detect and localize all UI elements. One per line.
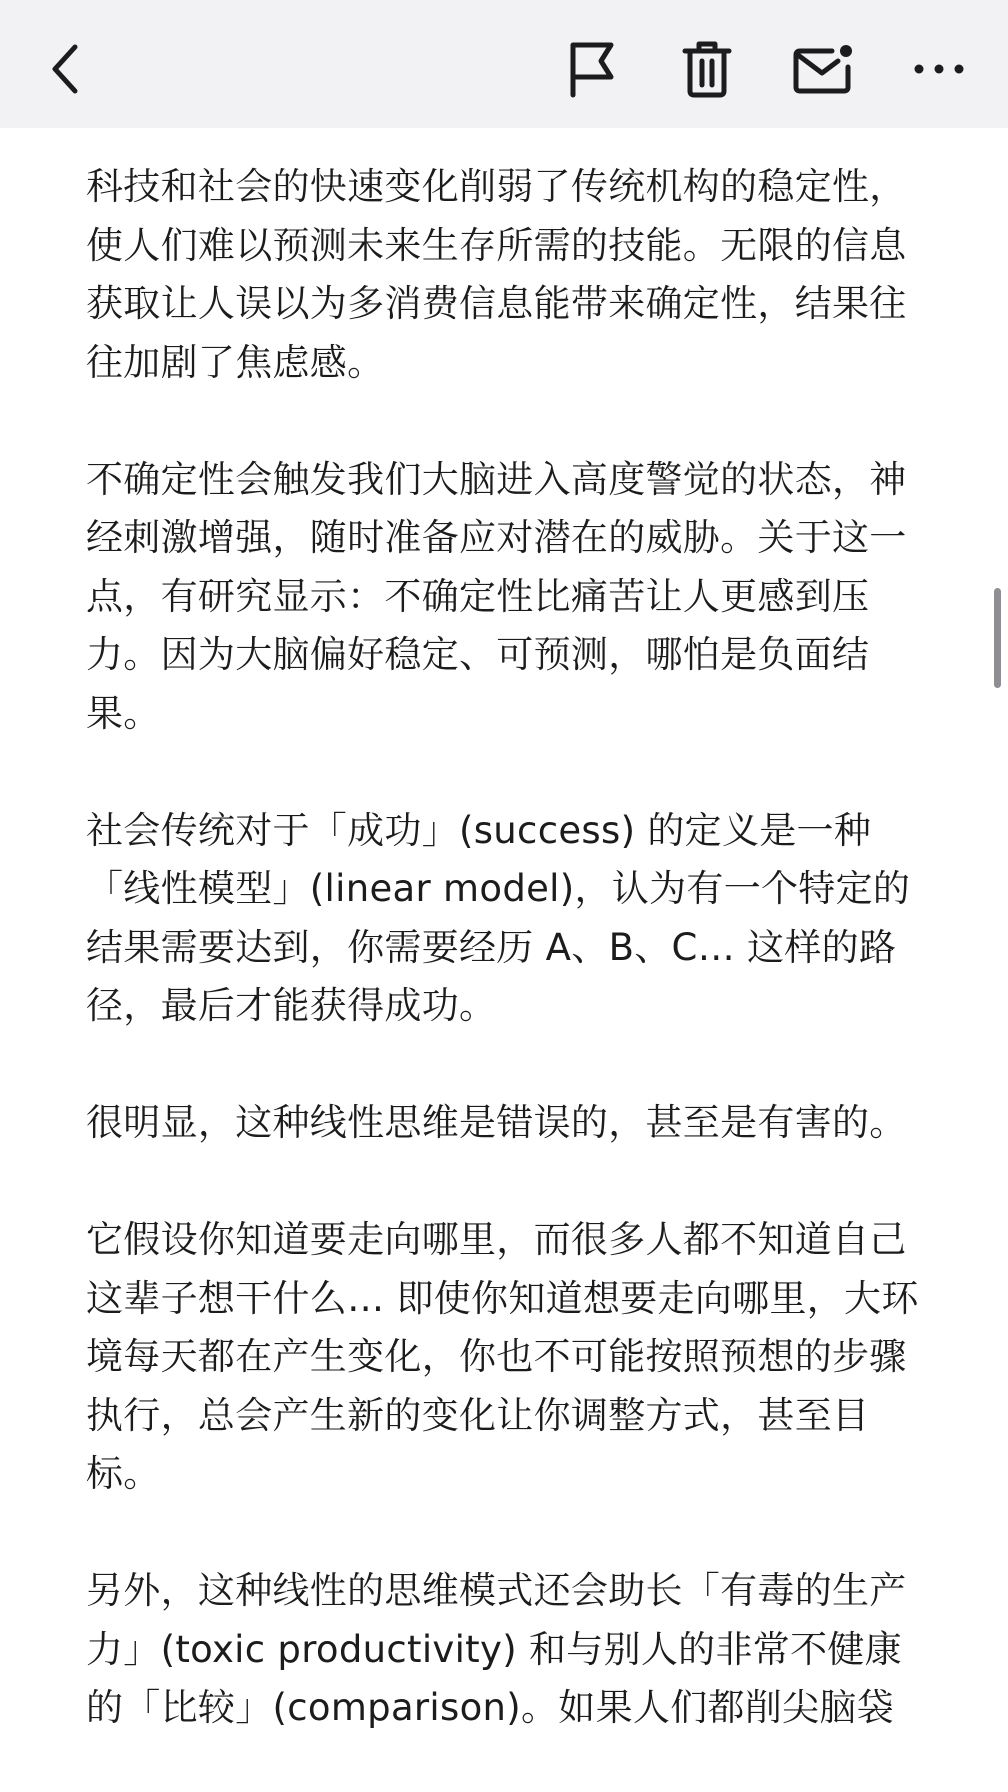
email-body [86,158,926,1792]
mark-unread-button[interactable] [788,34,858,104]
chevron-left-icon [45,39,85,99]
paragraph: 不确定性会触发我们大脑进入高度警觉的状态，神经刺激增强，随时准备应对潜在的威胁。关于这一点，有研究显示：不确定性比痛苦让人更感到压力。因为大脑偏好稳定、可预测，哪怕是负面结果。 [86,457,907,735]
top-toolbar [0,0,1008,128]
paragraph: 它假设你知道要走向哪里，而很多人都不知道自己这辈子想干什么… 即使你知道想要走向哪里，大环境每天都在产生变化，你也不可能按照预想的步骤执行，总会产生新的变化让你调整方式，甚至目标。 [86,1218,919,1495]
delete-button[interactable] [672,34,742,104]
trash-icon [681,39,733,99]
flag-icon [563,39,619,99]
paragraph: 社会传统对于「成功」(success) 的定义是一种「线性模型」(linear model)，认为有一个特定的结果需要达到，你需要经历 A、B、C… 这样的路径，最后才能获得成功。 [86,808,911,1027]
ellipsis-icon [911,59,967,79]
scroll-indicator[interactable] [994,588,1001,688]
more-button[interactable] [904,34,974,104]
paragraph: 另外，这种线性的思维模式还会助长「有毒的生产力」(toxic productivity) 和与别人的非常不健康的「比较」(comparison)。如果人们都削尖脑袋 [86,1569,907,1729]
paragraph: 科技和社会的快速变化削弱了传统机构的稳定性，使人们难以预测未来生存所需的技能。无限的信息获取让人误以为多消费信息能带来确定性，结果往往加剧了焦虑感。 [86,165,907,384]
paragraph: 很明显，这种线性思维是错误的，甚至是有害的。 [86,1101,907,1144]
back-button[interactable] [30,34,100,104]
flag-button[interactable] [556,34,626,104]
mail-unread-icon [792,41,854,97]
